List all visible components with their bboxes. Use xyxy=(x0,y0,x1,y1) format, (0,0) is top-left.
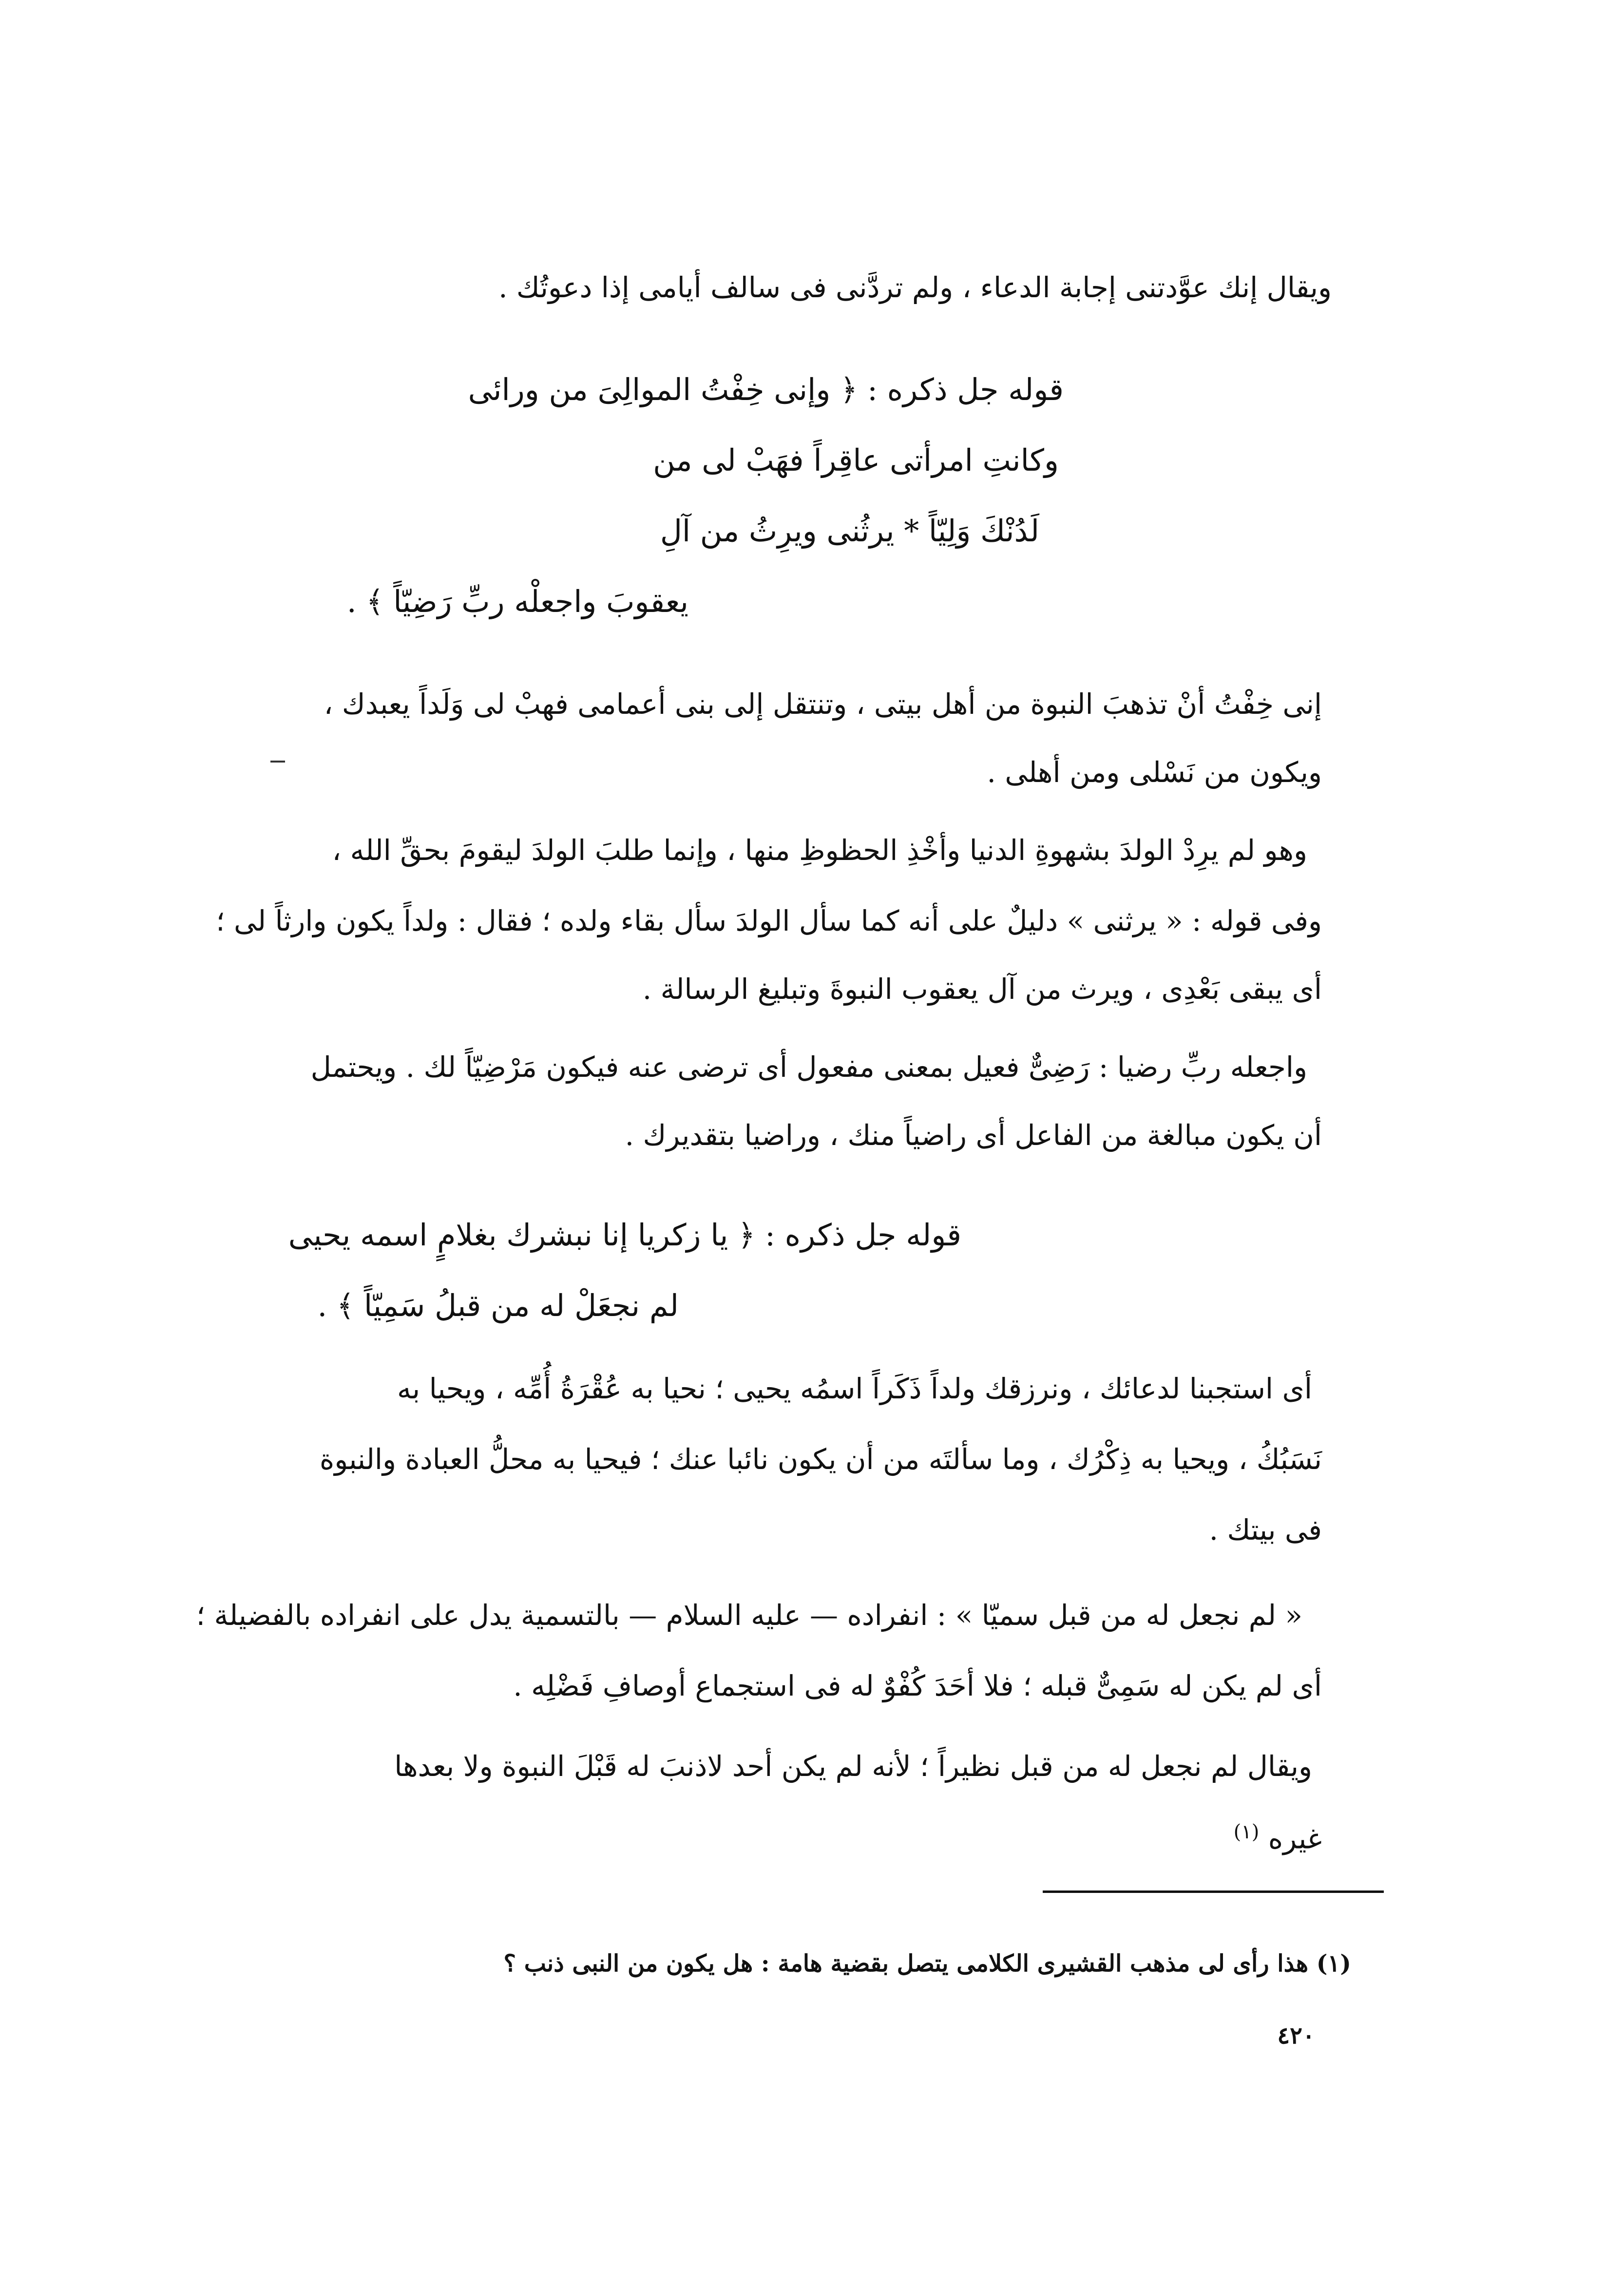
text-line-15 xyxy=(1234,1813,1322,1858)
text-line-15-text: غيره xyxy=(1268,1822,1322,1855)
verse-line-5: قوله جل ذكره : ﴿ يا زكريا إنا نبشرك بغلامٍ اسمه يحيى xyxy=(288,1217,961,1253)
page-number: ٤٢٠ xyxy=(1277,2022,1315,2049)
text-line-8: أن يكون مبالغة من الفاعل أى راضياً منك ، وراضيا بتقديرك . xyxy=(625,1119,1322,1152)
text-line-12: « لم نجعل له من قبل سميّا » : انفراده — عليه السلام — بالتسمية يدل على انفراده بالفضيلة ؛ xyxy=(196,1599,1302,1632)
text-line-2: إنى خِفْتُ أنْ تذهبَ النبوة من أهل بيتى ، وتنتقل إلى بنى أعمامى فهبْ لى وَلَداً يعبدك ، xyxy=(324,687,1322,721)
text-line-11: فى بيتك . xyxy=(1209,1513,1322,1546)
verse-line-2: وكانتِ امرأتى عاقِراً فهَبْ لى من xyxy=(653,442,1059,478)
footnote-divider xyxy=(1043,1890,1384,1893)
text-line-7: واجعله ربِّ رضيا : رَضِىٌّ فعيل بمعنى مفعول أى ترضى عنه فيكون مَرْضِيّاً لك . ويحتمل xyxy=(310,1050,1307,1084)
verse-line-1: قوله جل ذكره : ﴿ وإنى خِفْتُ الموالِىَ من ورائى xyxy=(468,372,1064,407)
text-line-9: أى استجبنا لدعائك ، ونرزقك ولداً ذَكَراً اسمُه يحيى ؛ نحيا به عُقْرَةُ أُمِّه ، ويحيا به xyxy=(397,1372,1312,1405)
text-line-14: ويقال لم نجعل له من قبل نظيراً ؛ لأنه لم يكن أحد لاذنبَ له قَبْلَ النبوة ولا بعدها xyxy=(394,1750,1312,1783)
text-line-6: أى يبقى بَعْدِى ، ويرث من آل يعقوب النبوةَ وتبليغ الرسالة . xyxy=(642,973,1322,1006)
text-line-10: نَسَبُكُ ، ويحيا به ذِكْرُك ، وما سألتَه من أن يكون نائبا عنك ؛ فيحيا به محلُّ العبادة والنبوة xyxy=(319,1443,1322,1476)
footnote-text: (١) هذا رأى لى مذهب القشيرى الكلامى يتصل بقضية هامة : هل يكون من النبى ذنب ؟ xyxy=(503,1950,1351,1977)
verse-line-3: لَدُنْكَ وَلِيّاً * يرثُنى ويرِثُ من آلِ xyxy=(660,513,1039,549)
text-line-5: وفى قوله : « يرثنى » دليلٌ على أنه كما سأل الولدَ سأل بقاء ولده ؛ فقال : ولداً يكون وارثاً لى ؛ xyxy=(216,904,1322,937)
text-line-4: وهو لم يرِدْ الولدَ بشهوةِ الدنيا وأخْذِ الحظوظِ منها ، وإنما طلبَ الولدَ ليقومَ بحقِّ الله ، xyxy=(332,834,1307,867)
verse-line-4: يعقوبَ واجعلْه ربِّ رَضِيّاً ﴾ . xyxy=(346,584,688,619)
verse-line-6: لم نجعَلْ له من قبلُ سَمِيّاً ﴾ . xyxy=(317,1288,679,1323)
scan-mark xyxy=(270,761,285,763)
text-line-1: ويقال إنك عوَّدتنى إجابة الدعاء ، ولم تردَّنى فى سالف أيامى إذا دعوتُك . xyxy=(498,271,1332,304)
text-line-13: أى لم يكن له سَمِىٌّ قبله ؛ فلا أحَدَ كُفْوٌ له فى استجماع أوصافِ فَضْلِه . xyxy=(513,1669,1322,1702)
text-line-3: ويكون من نَسْلى ومن أهلى . xyxy=(987,756,1322,789)
footnote-marker: (١) xyxy=(1233,1821,1260,1843)
